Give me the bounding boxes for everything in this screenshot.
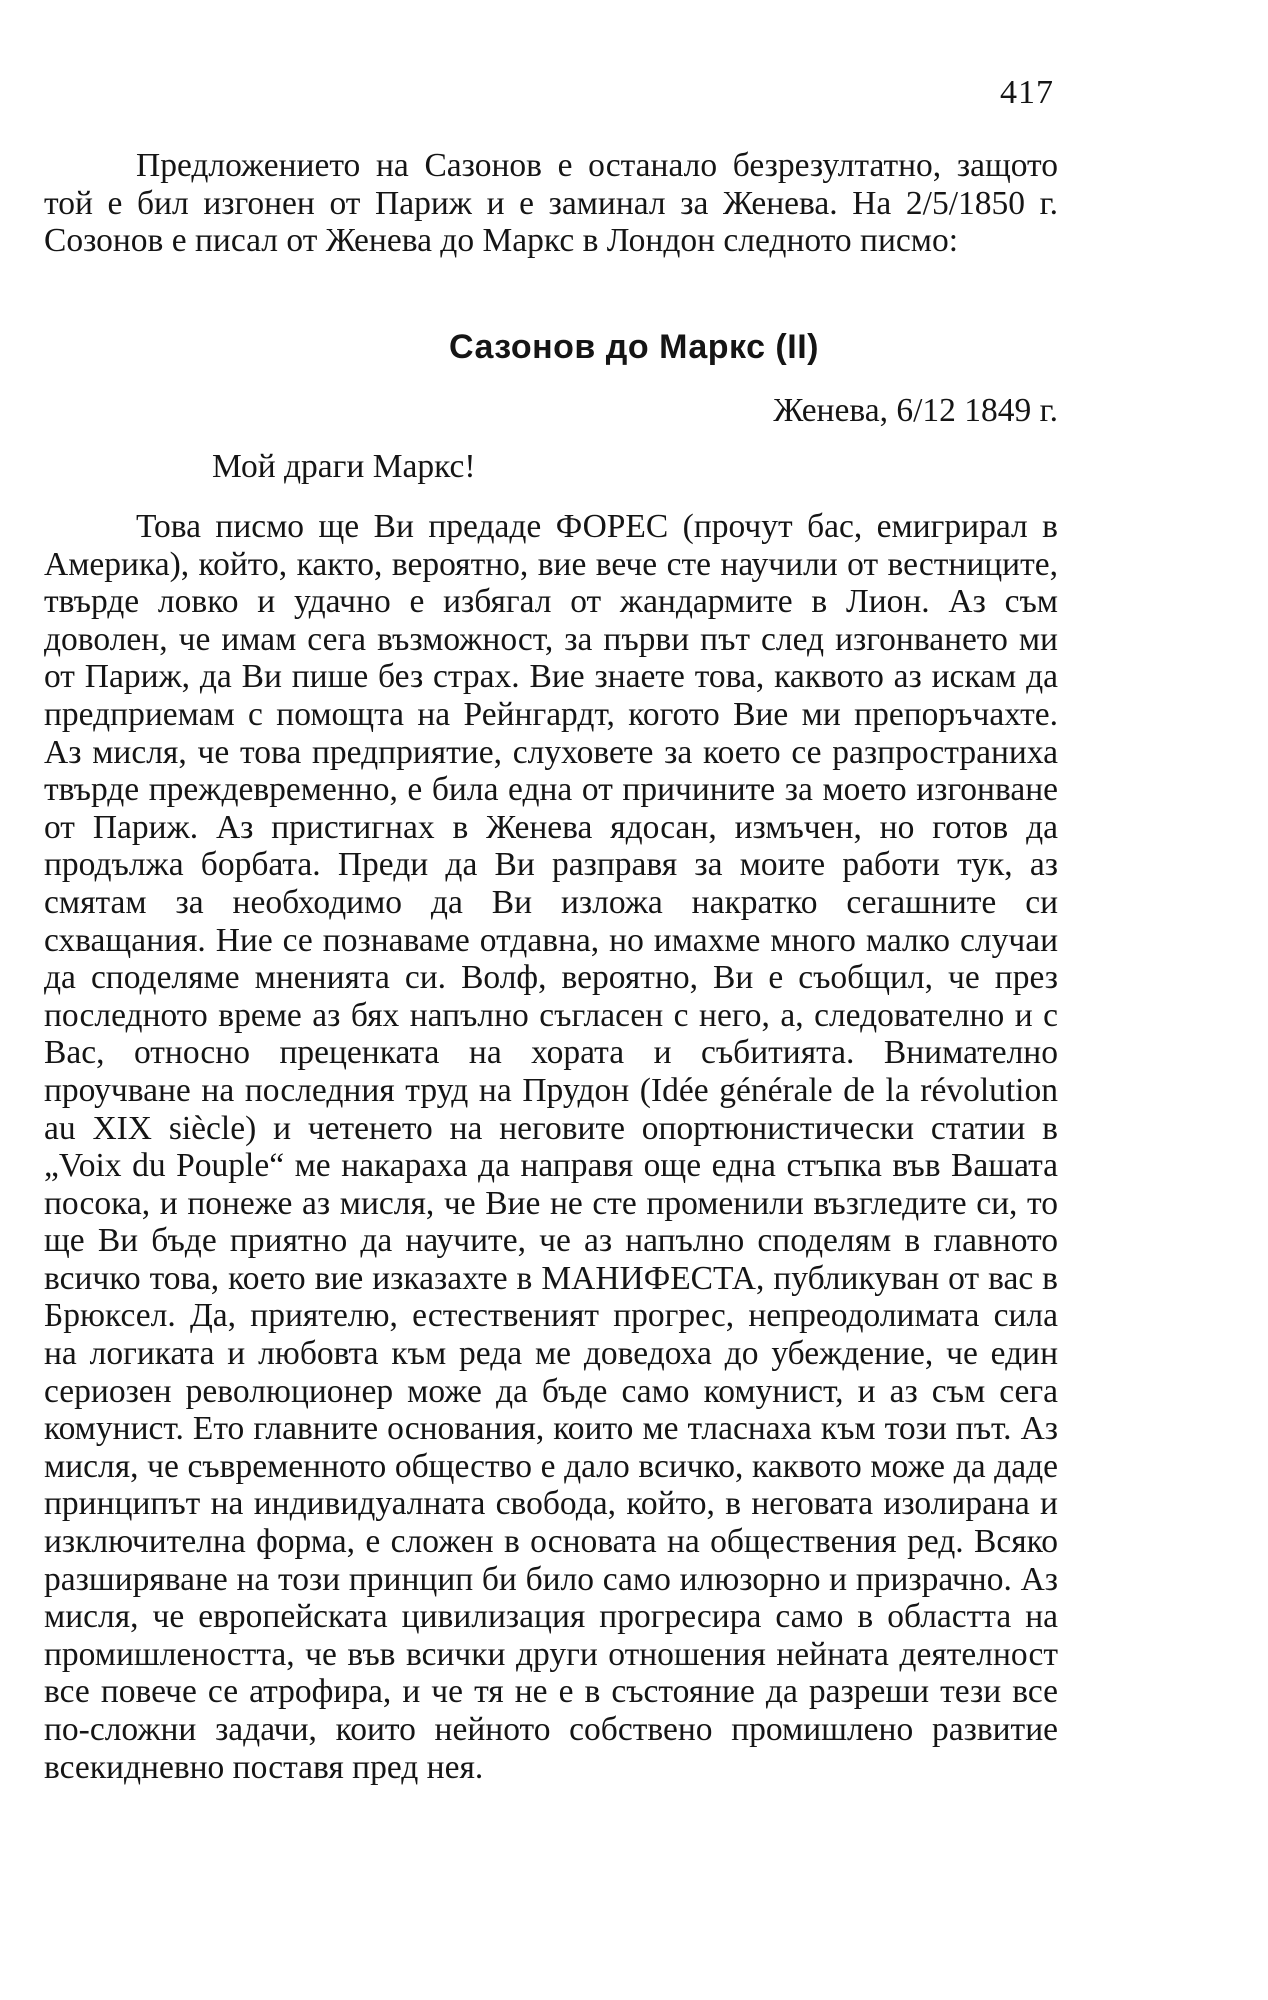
letter-body: Това писмо ще Ви предаде ФОРЕС (прочут бас, емигрирал в Америка), който, както, вероятно, вие вече сте научили от вестниците, твърде ловко и удачно е избягал от жандармите в Лион. Аз съм доволен, че имам сега възможност, за първи път след изгонването ми от Париж, да Ви пише без страх. Вие знаете това, каквото аз искам да предприемам с помощта на Рейнгардт, когото Вие ми препоръчахте. Аз мисля, че това предприятие, слуховете за което се разпространиха твърде преждевременно, е била една от причините за моето изгонване от Париж. Аз пристигнах в Женева ядосан, измъчен, но готов да продължа борбата. Преди да Ви разправя за моите работи тук, аз смятам за необходимо да Ви изложа накратко сегашните си схващания. Ние се познаваме отдавна, но имахме много малко случаи да споделяме мненията си. Волф, вероятно, Ви е съобщил, че през последното време аз бях напълно съгласен с него, а, следователно и с Вас, относно преценката на хората и събитията. Внимателно проучване на последния труд на Прудон (Idée générale de la révolution au XIX siècle) и четенето на неговите опортюнистически статии в „Voix du Pouple“ ме накараха да направя още една стъпка във Вашата посока, и понеже аз мисля, че Вие не сте променили възгледите си, то ще Ви бъде приятно да научите, че аз напълно споделям в главното всичко това, което вие изказахте в МАНИФЕСТА, публикуван от вас в Брюксел. Да, приятелю, естественият прогрес, непреодолимата сила на логиката и любовта към реда ме доведоха до убеждение, че един сериозен революционер може да бъде само комунист, и аз съм сега комунист. Ето главните основания, които ме тласнаха към този път. Аз мисля, че съвременното общество е дало всичко, каквото може да даде принципът на индивидуалната свобода, който, в неговата изолирана и изключителна форма, е сложен в основата на обществения ред. Всяко разширяване на този принцип би било само илюзорно и призрачно. Аз мисля, че европейската цивилизация прогресира само в областта на промишлеността, че във всички други отношения нейната деятелност все повече се атрофира, и че тя не е в състояние да разреши тези все по-сложни задачи, които нейното собствено промишлено развитие всекидневно поставя пред нея. — [44, 508, 1058, 1786]
letter-title: Сазонов до Маркс (II) — [449, 328, 819, 366]
letter-dateline: Женева, 6/12 1849 г. — [773, 392, 1058, 429]
letter-section — [44, 508, 1058, 1786]
page-number: 417 — [1000, 74, 1054, 111]
letter-salutation: Мой драги Маркс! — [212, 448, 476, 485]
intro-section — [44, 147, 1058, 260]
intro-paragraph: Предложението на Сазонов е останало безрезултатно, защото той е бил изгонен от Париж и е заминал за Женева. На 2/5/1850 г. Созонов е писал от Женева до Маркс в Лондон следното писмо: — [44, 147, 1058, 260]
